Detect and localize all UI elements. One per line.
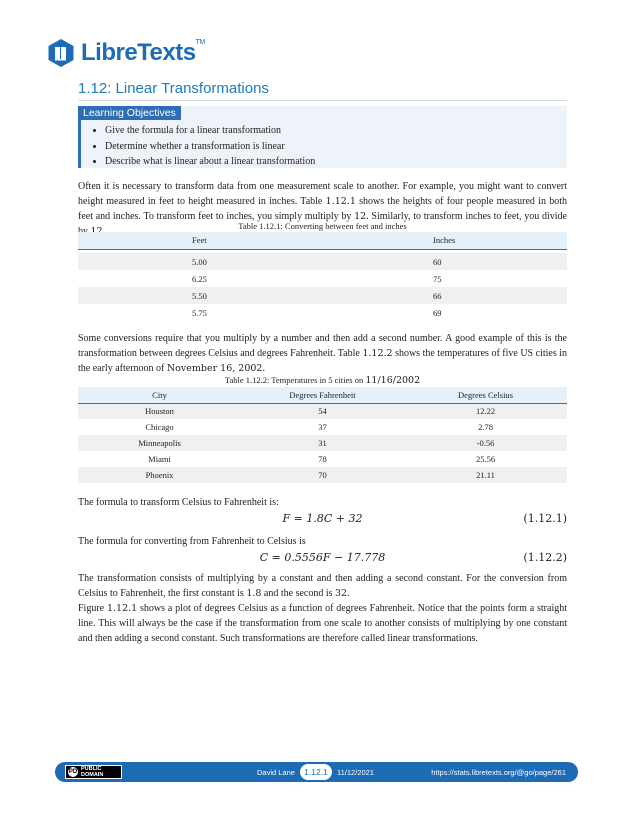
column-header-feet: Feet	[192, 232, 433, 249]
public-domain-badge[interactable]: PD PUBLIC DOMAIN	[65, 765, 122, 779]
footer-date: 11/12/2021	[337, 768, 374, 777]
table-row: 5.00 60	[78, 253, 567, 270]
libretexts-logo[interactable]	[46, 38, 205, 68]
libretexts-logo-icon	[46, 38, 76, 68]
table-row: Miami 78 25.56	[148, 454, 496, 464]
objective-item: • Give the formula for a linear transformation	[105, 123, 315, 139]
footer-url-link[interactable]: https://stats.libretexts.org/@go/page/261	[431, 768, 566, 777]
brand-name: LibreTexts™	[81, 39, 205, 66]
page-footer	[55, 762, 578, 782]
paragraph-c-to-f: The formula to transform Celsius to Fahrenheit is:	[78, 497, 279, 508]
table-reference-link[interactable]: 1.12.1	[325, 196, 356, 207]
table-row: Phoenix 70 21.11	[78, 467, 567, 483]
table-row: 5.50 66	[78, 287, 567, 304]
paragraph-f-to-c: The formula for converting from Fahrenheit to Celsius is	[78, 536, 306, 547]
figure-reference-link[interactable]: 1.12.1	[106, 603, 138, 614]
paragraph-conversions: Some conversions require that you multiply by a number and then add a second number. A good example of this is the transformation between degrees Celsius and degrees Fahrenheit. Table 1.12.2 shows the temperatures of five US cities in the early afternoon of November 16, 2002.	[78, 333, 568, 374]
paragraph-figure: Figure 1.12.1 shows a plot of degrees Celsius as a function of degrees Fahrenheit. Notice that the points form a straight line. This will always be the case if the transformation from one scale to another consists of multiplying by one constant and then adding a second constant. Such transformations are therefore called linear transformations.	[78, 603, 568, 644]
equation-formula: F = 1.8C + 32	[282, 512, 363, 525]
footer-page-number: 1.12.1	[300, 764, 332, 780]
column-header-inches: Inches	[433, 232, 567, 249]
table-row: Houston 54 12.22	[78, 403, 567, 419]
learning-objectives-heading: Learning Objectives	[78, 106, 181, 120]
learning-objectives-box	[78, 106, 567, 168]
table-feet-inches	[78, 232, 567, 321]
learning-objectives-list	[93, 123, 315, 170]
objective-item: • Determine whether a transformation is linear	[105, 139, 315, 155]
table-row: 6.25 75	[192, 273, 442, 284]
table1-caption: Table 1.12.1: Converting between feet and inches	[238, 221, 407, 231]
column-header-fahrenheit: Degrees Fahrenheit	[241, 387, 404, 403]
page-title: 1.12: Linear Transformations	[78, 80, 567, 101]
objective-item: • Describe what is linear about a linear transformation	[105, 154, 315, 170]
equation-2	[78, 551, 567, 567]
table2-caption: Table 1.12.2: Temperatures in 5 cities on 11/16/2002	[224, 375, 421, 386]
equation-number: (1.12.1)	[523, 512, 567, 525]
footer-author: David Lane	[257, 768, 295, 777]
table-row: 5.75 69	[192, 307, 442, 318]
table-row: Chicago 37 2.78	[145, 422, 493, 432]
public-domain-icon: PD	[68, 769, 78, 775]
equation-1	[78, 512, 567, 528]
table-row: Minneapolis 31 -0.56	[78, 435, 567, 451]
paragraph-constants: The transformation consists of multiplying by a constant and then adding a second constant. For the conversion from Celsius to Fahrenheit, the first constant is 1.8 and the second is 32.	[78, 573, 567, 599]
table-reference-link[interactable]: 1.12.2	[362, 348, 393, 359]
table-temperatures	[78, 387, 567, 483]
equation-number: (1.12.2)	[523, 551, 567, 564]
equation-formula: C = 0.5556F − 17.778	[259, 551, 386, 564]
paragraph-intro: Often it is necessary to transform data from one measurement scale to another. For example, you might want to convert height measured in feet to height measured in inches. Table 1.12.1 shows the heights of four people measured in both feet and inches. To transform feet to inches, you simply multiply by 12. Similarly, to transform inches to feet, you divide	[78, 181, 567, 222]
column-header-celsius: Degrees Celsius	[404, 387, 567, 403]
column-header-city: City	[78, 387, 241, 403]
